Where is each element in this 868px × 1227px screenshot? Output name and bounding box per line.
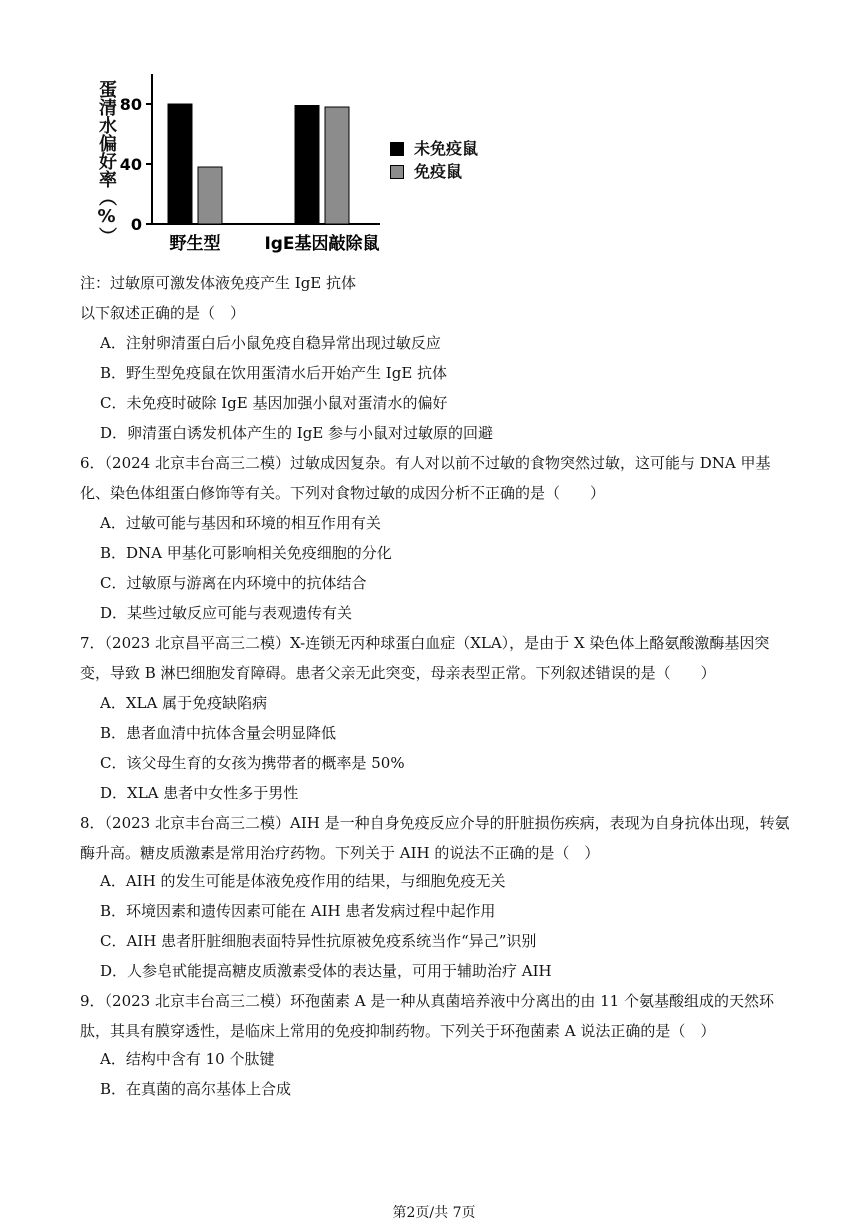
- legend-label-immunized: 免疫鼠: [414, 162, 463, 181]
- chart-y-tick-label: 40: [119, 155, 142, 174]
- page-footer: 第2页/共 7页: [392, 1205, 476, 1221]
- q5-option-a: A．注射卵清蛋白后小鼠免疫自稳异常出现过敏反应: [100, 334, 441, 352]
- chart-y-tick-label: 0: [130, 215, 142, 234]
- q7-option-c: C．该父母生育的女孩为携带者的概率是 50%: [100, 754, 405, 772]
- q9-option-b: B．在真菌的高尔基体上合成: [100, 1080, 292, 1098]
- chart-category-label: IgE基因敲除鼠: [264, 234, 380, 254]
- q6-stem: 6．（2024 北京丰台高三二模）过敏成因复杂。有人对以前不过敏的食物突然过敏，这可能与 DNA 甲基化、染色体组蛋白修饰等有关。下列对食物过敏的成因分析不正确的是（ ）: [80, 454, 771, 502]
- q7-option-d: D．XLA 患者中女性多于男性: [100, 784, 299, 802]
- chart-y-tick-label: 80: [119, 95, 142, 114]
- q5-option-c: C．未免疫时破除 IgE 基因加强小鼠对蛋清水的偏好: [100, 394, 448, 412]
- chart-bar: [325, 107, 349, 224]
- legend-item-unimmunized: [390, 138, 478, 159]
- legend-swatch-immunized: [390, 165, 404, 179]
- q6-option-b: B．DNA 甲基化可影响相关免疫细胞的分化: [100, 544, 392, 562]
- q7-option-a: A．XLA 属于免疫缺陷病: [100, 694, 268, 712]
- q7-stem: 7．（2023 北京昌平高三二模）X-连锁无丙种球蛋白血症（XLA），是由于 X 染色体上酪氨酸激酶基因突变，导致 B 淋巴细胞发育障碍。患者父亲无此突变，母亲表型正常。下列叙述错误的是（ ）: [80, 634, 770, 682]
- q5-option-b: B．野生型免疫鼠在饮用蛋清水后开始产生 IgE 抗体: [100, 364, 448, 382]
- q5-option-d: D．卵清蛋白诱发机体产生的 IgE 参与小鼠对过敏原的回避: [100, 424, 494, 442]
- legend-item-immunized: [390, 161, 478, 182]
- chart-bar: [198, 167, 222, 224]
- chart-y-axis-label: 蛋清水偏好率（%）: [96, 80, 117, 245]
- q6-option-d: D．某些过敏反应可能与表观遗传有关: [100, 604, 353, 622]
- q5-stem: 以下叙述正确的是（ ）: [80, 304, 246, 322]
- chart-note: 注：过敏原可激发体液免疫产生 IgE 抗体: [80, 274, 357, 292]
- q8-option-b: B．环境因素和遗传因素可能在 AIH 患者发病过程中起作用: [100, 902, 496, 920]
- legend-label-unimmunized: 未免疫鼠: [414, 139, 479, 158]
- q9-stem: 9．（2023 北京丰台高三二模）环孢菌素 A 是一种从真菌培养液中分离出的由 11 个氨基酸组成的天然环肽，其具有膜穿透性，是临床上常用的免疫抑制药物。下列关于环孢菌素 A 说法正确的是（ ）: [80, 992, 774, 1040]
- q8-option-a: A．AIH 的发生可能是体液免疫作用的结果，与细胞免疫无关: [100, 872, 506, 890]
- q9-option-a: A．结构中含有 10 个肽键: [100, 1050, 275, 1068]
- chart-legend: [390, 138, 478, 184]
- legend-swatch-unimmunized: [390, 142, 404, 156]
- q8-option-d: D．人参皂甙能提高糖皮质激素受体的表达量，可用于辅助治疗 AIH: [100, 962, 552, 980]
- q8-stem: 8．（2023 北京丰台高三二模）AIH 是一种自身免疫反应介导的肝脏损伤疾病，表现为自身抗体出现，转氨酶升高。糖皮质激素是常用治疗药物。下列关于 AIH 的说法不正确的是（ ）: [80, 814, 790, 862]
- q6-option-c: C．过敏原与游离在内环境中的抗体结合: [100, 574, 367, 592]
- q8-option-c: C．AIH 患者肝脏细胞表面特异性抗原被免疫系统当作“异己”识别: [100, 932, 537, 950]
- bar-chart: [80, 62, 520, 272]
- q7-option-b: B．患者血清中抗体含量会明显降低: [100, 724, 337, 742]
- chart-bar: [168, 104, 192, 224]
- chart-category-label: 野生型: [169, 234, 221, 254]
- chart-bar: [295, 106, 319, 225]
- q6-option-a: A．过敏可能与基因和环境的相互作用有关: [100, 514, 381, 532]
